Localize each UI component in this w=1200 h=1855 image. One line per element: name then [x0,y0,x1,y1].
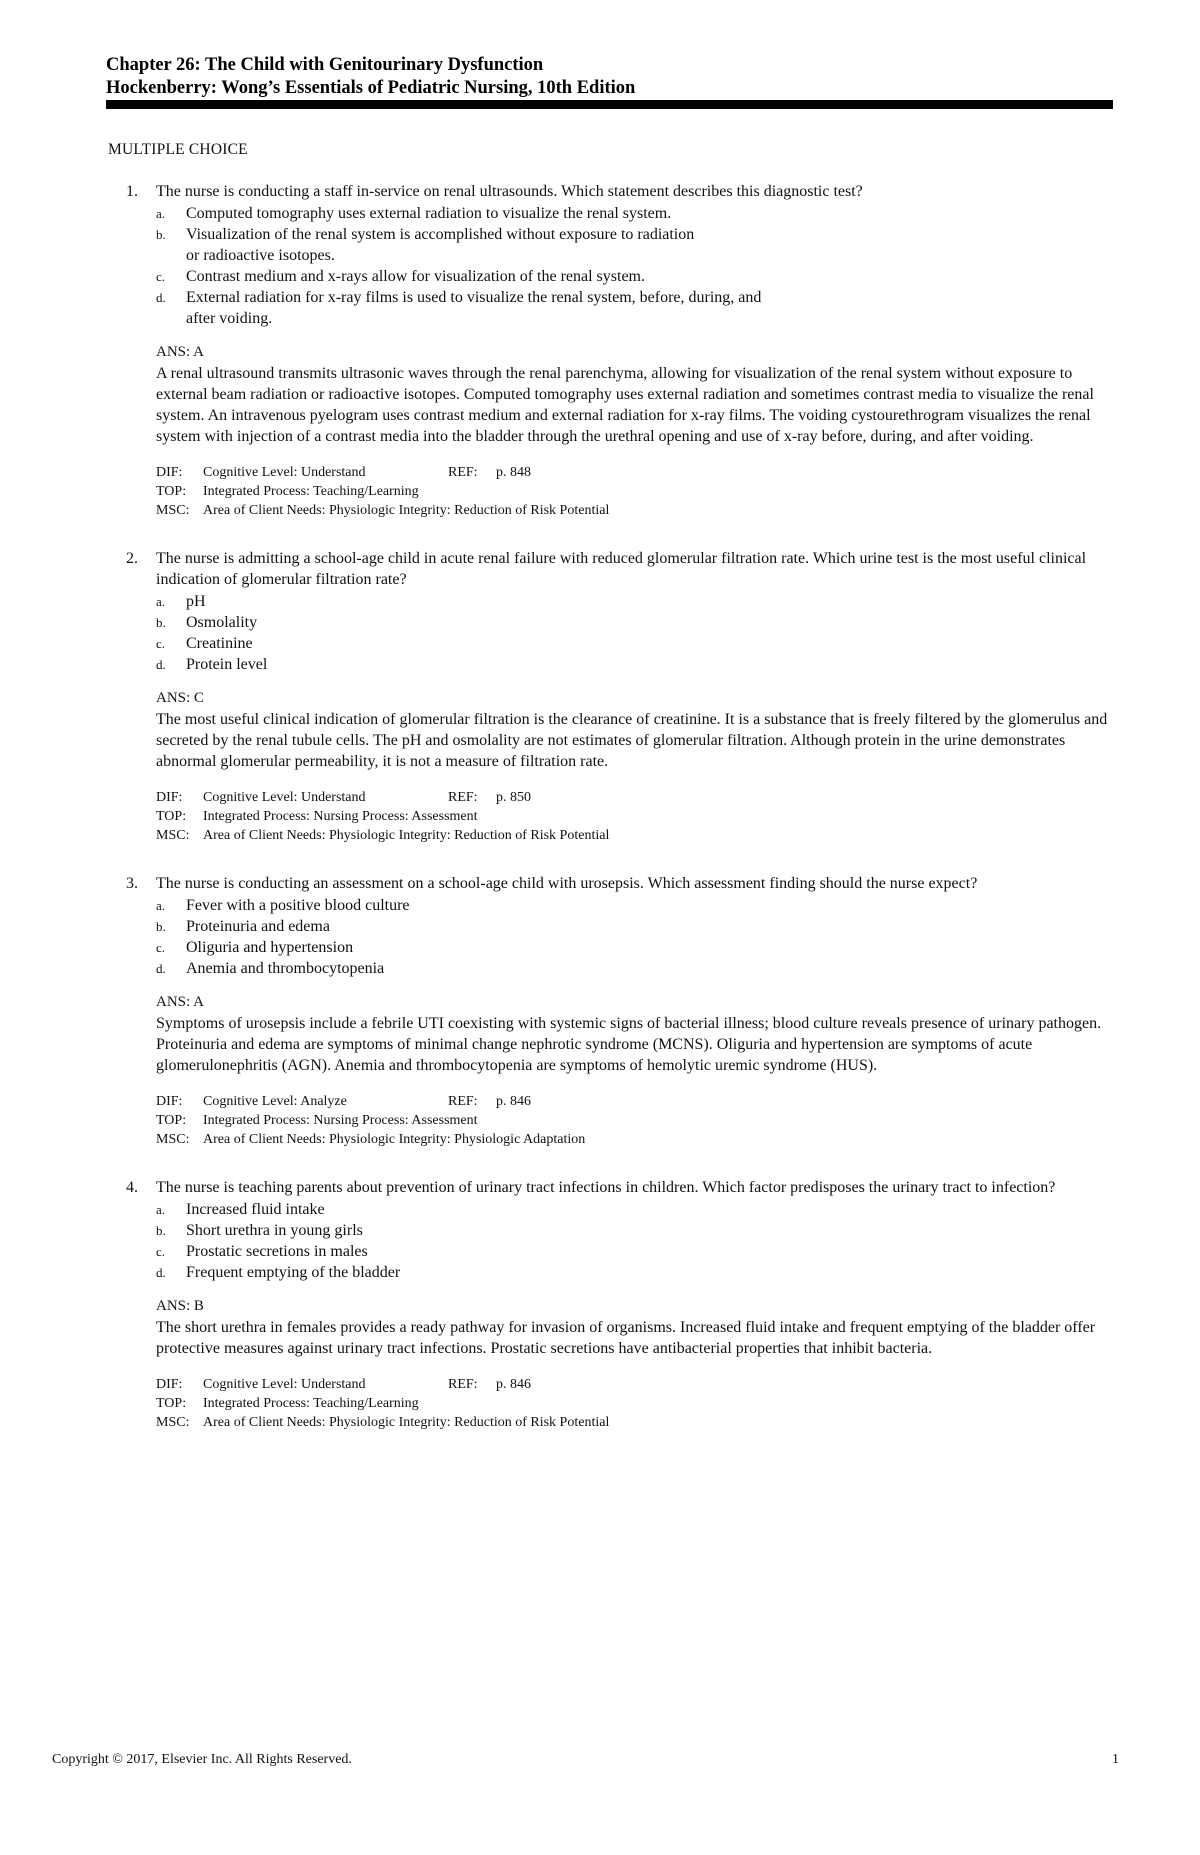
answer-options [156,895,1111,979]
footer-copyright: Copyright © 2017, Elsevier Inc. All Rights Reserved. [52,1752,352,1767]
option-letter: b. [156,615,166,630]
question-stem [126,1177,1111,1198]
ref-label: REF: [448,465,478,480]
option-text: Short urethra in young girls [186,1222,363,1239]
dif-label: DIF: [156,465,183,480]
option-text: Computed tomography uses external radiation to visualize the renal system. [186,205,672,222]
option-letter: a. [156,1202,166,1217]
option-text: Frequent emptying of the bladder [186,1264,401,1281]
answer-block [156,1296,1111,1432]
rationale: Symptoms of urosepsis include a febrile UTI coexisting with systemic signs of bacterial illness; blood culture reveals presence of urinary pathogen. Proteinuria and edema are symptoms of minimal change nephrotic syndrome (MCNS). Oliguria and hypertension are symptoms of acute glomerulonephritis (AGN). Anemia and thrombocytopenia are symptoms of hemolytic uremic syndrome (HUS). [156,1015,1102,1074]
document-header [106,54,1111,100]
dif-value: Cognitive Level: Analyze [203,1094,347,1109]
top-row [156,807,1111,826]
question-list [126,181,1111,1460]
option-text: Anemia and thrombocytopenia [186,960,385,977]
top-row [156,482,1111,501]
top-row [156,1111,1111,1130]
option-text: External radiation for x-ray films is used to visualize the renal system, before, during, and after voiding. [186,289,762,327]
msc-label: MSC: [156,1415,190,1430]
question-number: 4. [126,1179,138,1196]
header-rule [106,100,1113,109]
msc-value: Area of Client Needs: Physiologic Integrity: Physiologic Adaptation [203,1132,586,1147]
dif-row [156,1092,1111,1111]
option-letter: a. [156,898,166,913]
answer-options [156,203,1111,329]
question-metadata [156,788,1111,845]
option-c [156,1241,1111,1262]
option-b [156,1220,1111,1241]
ref-value: p. 846 [496,1377,531,1392]
top-row [156,1394,1111,1413]
option-text: Visualization of the renal system is accomplished without exposure to radiation or radioactive isotopes. [186,226,695,264]
option-letter: c. [156,1244,166,1259]
question-metadata [156,1092,1111,1149]
msc-label: MSC: [156,503,190,518]
dif-row [156,463,1111,482]
option-a [156,203,1111,224]
top-label: TOP: [156,1396,187,1411]
dif-value: Cognitive Level: Understand [203,790,366,805]
dif-value: Cognitive Level: Understand [203,465,366,480]
option-letter: c. [156,636,166,651]
option-c [156,266,1111,287]
chapter-title: Chapter 26: The Child with Genitourinary Dysfunction [106,55,544,75]
question-4 [126,1177,1111,1432]
dif-value: Cognitive Level: Understand [203,1377,366,1392]
option-d [156,958,1111,979]
msc-row [156,826,1111,845]
answer-key: ANS: C [156,690,204,706]
option-letter: b. [156,1223,166,1238]
option-letter: b. [156,919,166,934]
question-number: 1. [126,183,138,200]
ref-value: p. 846 [496,1094,531,1109]
answer-options [156,1199,1111,1283]
option-text: Osmolality [186,614,258,631]
option-letter: d. [156,961,166,976]
option-letter: c. [156,940,166,955]
answer-block [156,342,1111,520]
question-metadata [156,1375,1111,1432]
option-c [156,937,1111,958]
option-letter: a. [156,594,166,609]
answer-options [156,591,1111,675]
option-b [156,224,1111,266]
option-letter: a. [156,206,166,221]
rationale: The short urethra in females provides a ready pathway for invasion of organisms. Increased fluid intake and frequent emptying of the bladder offer protective measures against urinary tract infections. Prostatic secretions have antibacterial properties that inhibit bacteria. [156,1319,1096,1357]
question-stem [126,181,1111,202]
answer-block [156,688,1111,845]
question-text: The nurse is conducting an assessment on a school-age child with urosepsis. Which assessment finding should the nurse expect? [156,875,978,892]
option-letter: b. [156,227,166,242]
option-text: Fever with a positive blood culture [186,897,410,914]
option-a [156,591,1111,612]
dif-row [156,788,1111,807]
dif-label: DIF: [156,1377,183,1392]
option-text: Protein level [186,656,268,673]
question-number: 2. [126,550,138,567]
ref-label: REF: [448,1094,478,1109]
msc-row [156,501,1111,520]
dif-label: DIF: [156,790,183,805]
option-text: Prostatic secretions in males [186,1243,368,1260]
book-title: Hockenberry: Wong’s Essentials of Pediatric Nursing, 10th Edition [106,78,636,98]
option-text: Creatinine [186,635,253,652]
top-value: Integrated Process: Teaching/Learning [203,1396,419,1411]
option-letter: d. [156,1265,166,1280]
option-d [156,1262,1111,1283]
option-b [156,612,1111,633]
option-a [156,895,1111,916]
answer-block [156,992,1111,1149]
question-2 [126,548,1111,845]
option-letter: d. [156,657,166,672]
footer-page-number: 1 [1112,1752,1119,1767]
dif-label: DIF: [156,1094,183,1109]
question-stem [126,873,1111,894]
ref-label: REF: [448,1377,478,1392]
rationale: The most useful clinical indication of glomerular filtration is the clearance of creatinine. It is a substance that is freely filtered by the glomerulus and secreted by the renal tubule cells. The pH and osmolality are not estimates of glomerular filtration. Although protein in the urine demonstrates abnormal glomerular permeability, it is not a measure of filtration rate. [156,711,1108,770]
answer-key: ANS: A [156,994,204,1010]
question-3 [126,873,1111,1149]
top-value: Integrated Process: Teaching/Learning [203,484,419,499]
question-number: 3. [126,875,138,892]
msc-value: Area of Client Needs: Physiologic Integrity: Reduction of Risk Potential [203,828,610,843]
msc-row [156,1130,1111,1149]
dif-row [156,1375,1111,1394]
answer-key: ANS: A [156,344,204,360]
question-text: The nurse is admitting a school-age child in acute renal failure with reduced glomerular filtration rate. Which urine test is the most useful clinical indication of glomerular filtration rate? [156,550,1087,588]
msc-row [156,1413,1111,1432]
option-d [156,654,1111,675]
option-letter: d. [156,290,166,305]
option-text: Increased fluid intake [186,1201,325,1218]
top-label: TOP: [156,484,187,499]
top-value: Integrated Process: Nursing Process: Assessment [203,809,478,824]
top-label: TOP: [156,1113,187,1128]
option-c [156,633,1111,654]
question-metadata [156,463,1111,520]
ref-value: p. 850 [496,790,531,805]
rationale: A renal ultrasound transmits ultrasonic waves through the renal parenchyma, allowing for visualization of the renal system without exposure to external beam radiation or radioactive isotopes. Computed tomography uses external radiation and sometimes contrast media to visualize the renal system. An intravenous pyelogram uses contrast medium and external radiation for x-ray films. The voiding cystourethrogram visualizes the renal system with injection of a contrast media into the bladder through the urethral opening and use of x-ray before, during, and after voiding. [156,365,1094,445]
option-text: pH [186,593,206,610]
option-a [156,1199,1111,1220]
question-1 [126,181,1111,520]
option-text: Proteinuria and edema [186,918,330,935]
msc-value: Area of Client Needs: Physiologic Integrity: Reduction of Risk Potential [203,1415,610,1430]
ref-value: p. 848 [496,465,531,480]
option-d [156,287,1111,329]
msc-label: MSC: [156,1132,190,1147]
top-label: TOP: [156,809,187,824]
msc-value: Area of Client Needs: Physiologic Integrity: Reduction of Risk Potential [203,503,610,518]
ref-label: REF: [448,790,478,805]
option-text: Contrast medium and x-rays allow for visualization of the renal system. [186,268,645,285]
top-value: Integrated Process: Nursing Process: Assessment [203,1113,478,1128]
section-title: MULTIPLE CHOICE [108,141,248,158]
question-text: The nurse is teaching parents about prevention of urinary tract infections in children. Which factor predisposes the urinary tract to infection? [156,1179,1056,1196]
question-stem [126,548,1111,590]
msc-label: MSC: [156,828,190,843]
question-text: The nurse is conducting a staff in-service on renal ultrasounds. Which statement describes this diagnostic test? [156,183,863,200]
option-text: Oliguria and hypertension [186,939,354,956]
option-letter: c. [156,269,166,284]
option-b [156,916,1111,937]
answer-key: ANS: B [156,1298,204,1314]
